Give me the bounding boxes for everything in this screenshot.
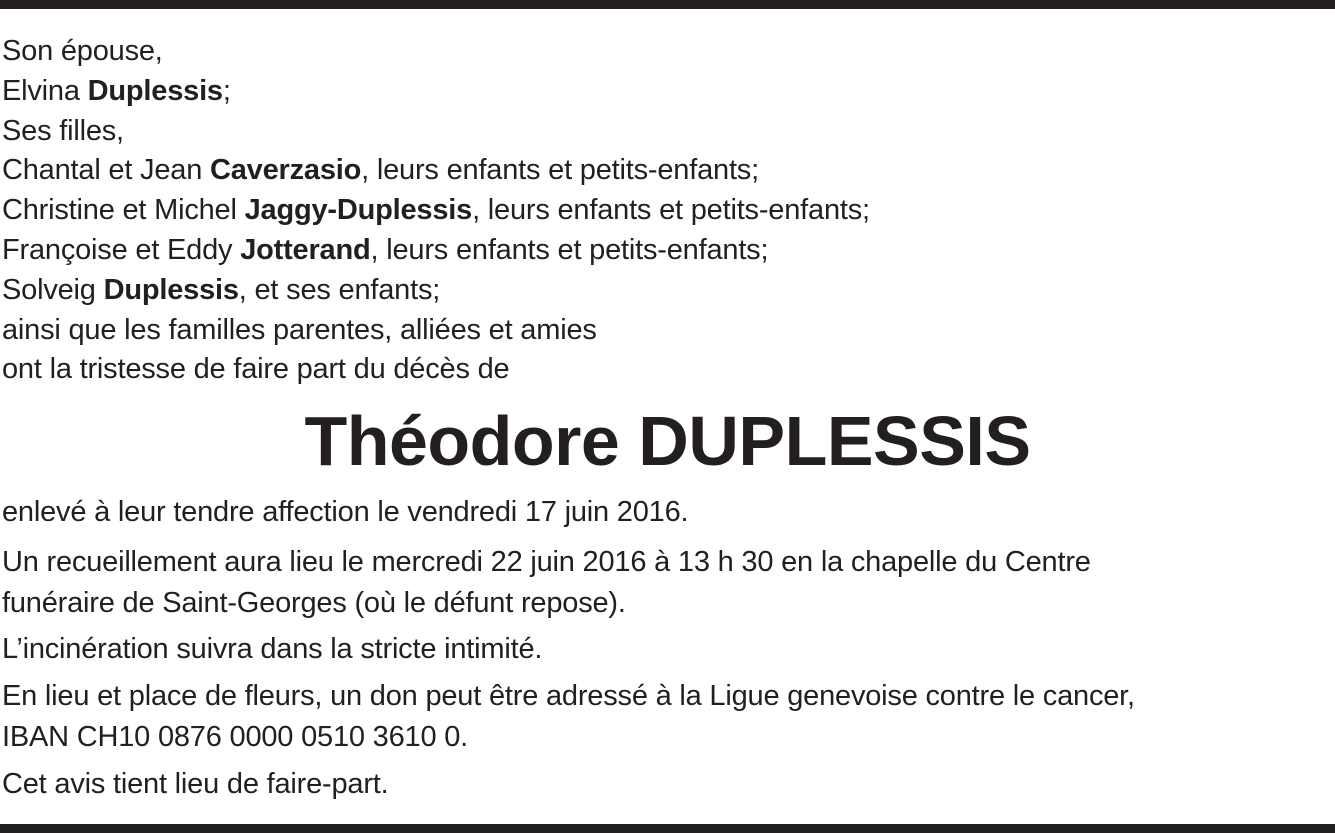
donation-text-line-2: IBAN CH10 0876 0000 0510 3610 0.	[2, 721, 469, 753]
family-line: Elvina Duplessis;	[2, 74, 231, 107]
bottom-border-rule	[0, 824, 1335, 833]
top-border-rule	[0, 0, 1335, 9]
cremation-text: L’incinération suivra dans la stricte intimité.	[2, 633, 543, 665]
donation-text-line-1: En lieu et place de fleurs, un don peut être adressé à la Ligue genevoise contre le cancer,	[2, 680, 1135, 712]
family-line: Christine et Michel Jaggy-Duplessis, leurs enfants et petits-enfants;	[2, 194, 870, 227]
family-line: Son épouse,	[2, 35, 163, 67]
death-announcement: enlevé à leur tendre affection le vendredi 17 juin 2016.	[2, 496, 689, 528]
family-line: Ses filles,	[2, 114, 124, 147]
family-list	[2, 32, 870, 390]
family-line: Françoise et Eddy Jotterand, leurs enfants et petits-enfants;	[2, 233, 769, 266]
family-line: ainsi que les familles parentes, alliées et amies	[2, 313, 597, 346]
family-line: ont la tristesse de faire part du décès de	[2, 353, 510, 386]
family-line: Solveig Duplessis, et ses enfants;	[2, 273, 441, 306]
deceased-name: Théodore DUPLESSIS	[304, 402, 1031, 480]
family-line: Chantal et Jean Caverzasio, leurs enfants et petits-enfants;	[2, 154, 759, 187]
ceremony-text-line-1: Un recueillement aura lieu le mercredi 22 juin 2016 à 13 h 30 en la chapelle du Centre	[2, 546, 1091, 578]
ceremony-text-line-2: funéraire de Saint-Georges (où le défunt repose).	[2, 587, 626, 619]
closing-note: Cet avis tient lieu de faire-part.	[2, 768, 389, 800]
